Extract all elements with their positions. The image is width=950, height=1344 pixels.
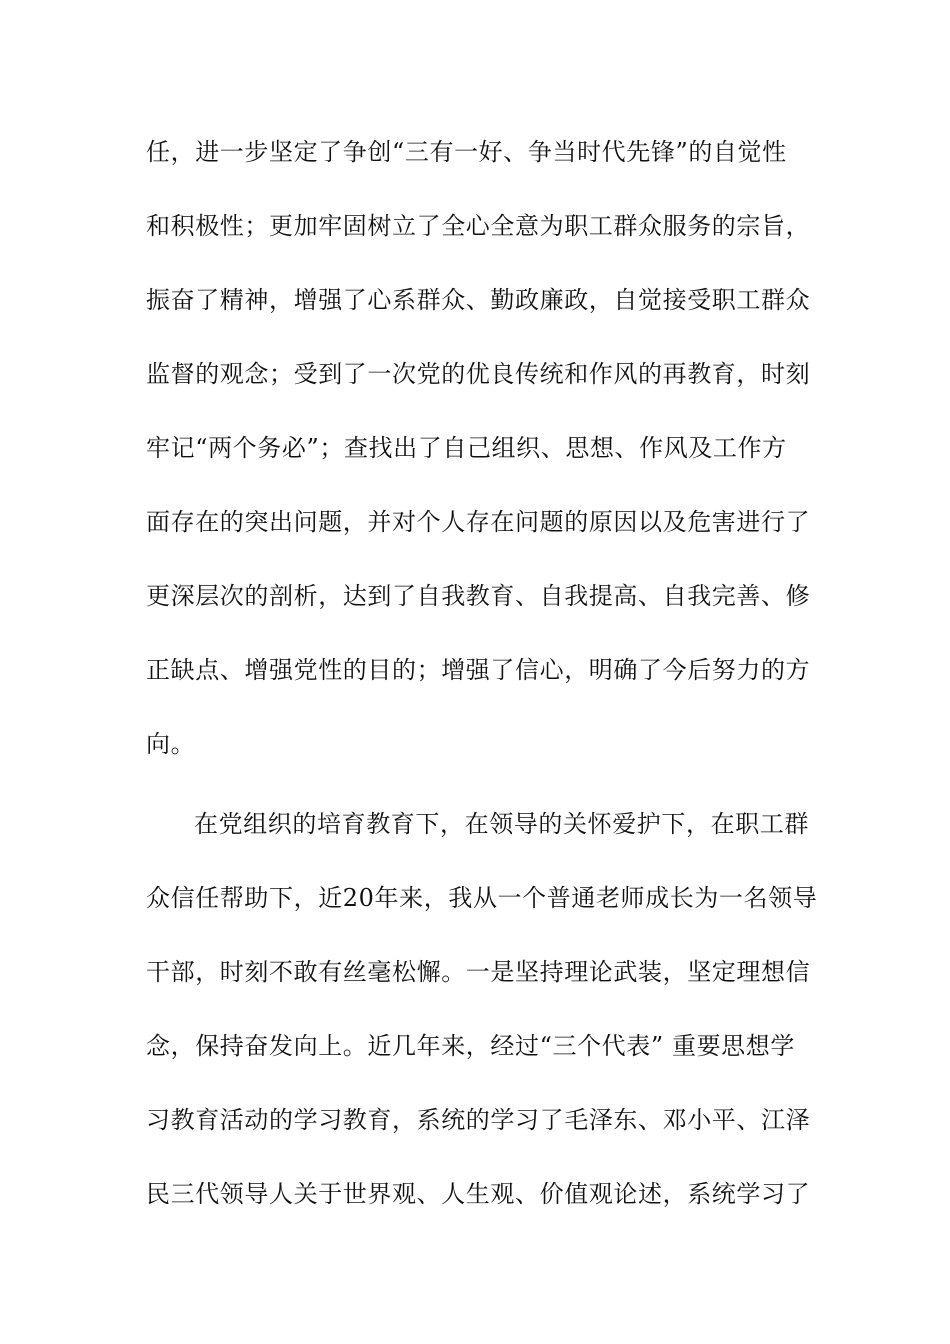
text-line: 牢记“两个务必”；查找出了自己组织、思想、作风及工作方 — [146, 434, 787, 462]
text-line: 向。 — [146, 730, 196, 758]
text-line: 面存在的突出问题，并对个人存在问题的原因以及危害进行了 — [146, 508, 811, 536]
text-line: 任，进一步坚定了争创“三有一好、争当时代先锋”的自觉性 — [146, 138, 787, 166]
text-line: 监督的观念；受到了一次党的优良传统和作风的再教育，时刻 — [146, 360, 811, 388]
paragraph-first-line: 在党组织的培育教育下，在领导的关怀爱护下，在职工群 — [194, 810, 809, 838]
text-line: 干部，时刻不敢有丝毫松懈。一是坚持理论武装，坚定理想信 — [146, 958, 811, 986]
text-line: 念，保持奋发向上。近几年来，经过“三个代表” 重要思想学 — [146, 1032, 795, 1060]
text-line: 众信任帮助下，近20年来，我从一个普通老师成长为一名领导 — [146, 884, 818, 912]
text-line: 习教育活动的学习教育，系统的学习了毛泽东、邓小平、江泽 — [146, 1106, 811, 1134]
text-line: 民三代领导人关于世界观、人生观、价值观论述，系统学习了 — [146, 1180, 811, 1208]
text-line: 更深层次的剖析，达到了自我教育、自我提高、自我完善、修 — [146, 582, 811, 610]
text-line: 振奋了精神，增强了心系群众、勤政廉政，自觉接受职工群众 — [146, 286, 811, 314]
text-line: 正缺点、增强党性的目的；增强了信心，明确了今后努力的方 — [146, 656, 811, 684]
text-line: 和积极性；更加牢固树立了全心全意为职工群众服务的宗旨， — [146, 212, 811, 240]
